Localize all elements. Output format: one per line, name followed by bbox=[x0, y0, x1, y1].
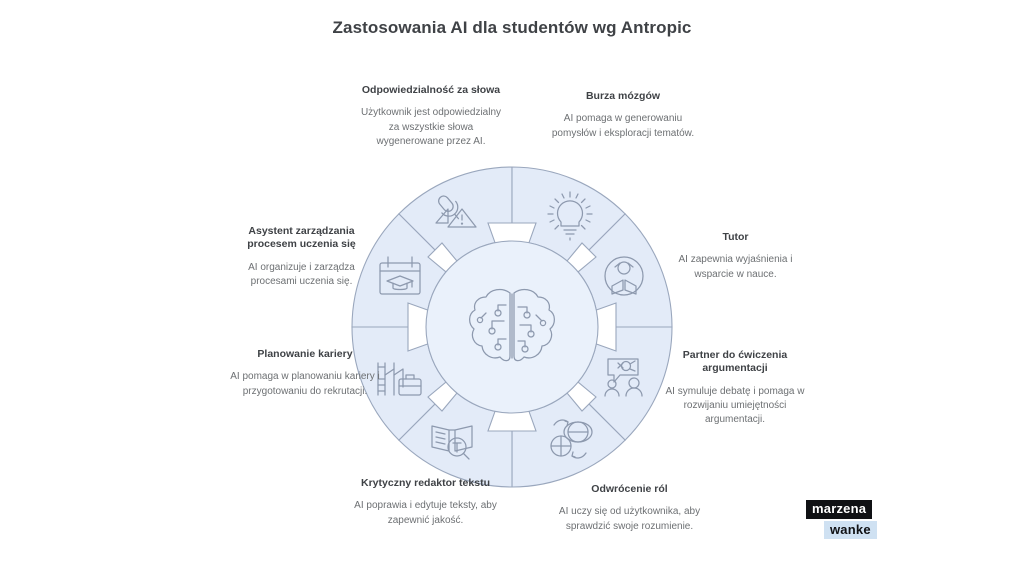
page-title: Zastosowania AI dla studentów wg Antropic bbox=[332, 18, 692, 37]
callout-description: AI symuluje debatę i pomaga w rozwijaniu umiejętności argumentacji. bbox=[665, 385, 805, 426]
callout-description: AI uczy się od użytkownika, aby sprawdzić swoje rozumienie. bbox=[558, 506, 701, 532]
callout-title: Burza mózgów bbox=[585, 90, 661, 102]
callout-role-reversal bbox=[552, 483, 707, 534]
callout-description: AI poprawia i edytuje teksty, aby zapewnić jakość. bbox=[354, 500, 497, 526]
callout-career bbox=[230, 348, 380, 399]
callout-title: Odpowiedzialność za słowa bbox=[361, 84, 501, 96]
logo-line-2: wanke bbox=[824, 521, 877, 540]
callout-title: Asystent zarządzania procesem uczenia się bbox=[247, 225, 356, 251]
callout-title: Planowanie kariery bbox=[257, 348, 353, 360]
callout-responsibility bbox=[356, 84, 506, 149]
callout-brainstorming bbox=[543, 90, 703, 141]
logo-line-1: marzena bbox=[806, 500, 872, 519]
brand-logo bbox=[806, 500, 884, 544]
callout-editor bbox=[348, 477, 503, 528]
callout-title: Tutor bbox=[722, 231, 749, 243]
callout-learning-manager bbox=[224, 225, 379, 289]
wheel-svg bbox=[348, 163, 676, 491]
callout-debate bbox=[660, 349, 810, 427]
callout-title: Krytyczny redaktor tekstu bbox=[361, 477, 490, 489]
callout-description: AI pomaga w planowaniu kariery i przygotowaniu do rekrutacji. bbox=[230, 371, 380, 397]
callout-description: AI organizuje i zarządza procesami uczenia się. bbox=[248, 261, 355, 288]
callout-title: Partner do ćwiczenia argumentacji bbox=[682, 349, 788, 375]
callout-title: Odwrócenie ról bbox=[591, 483, 668, 495]
callout-description: AI pomaga w generowaniu pomysłów i eksploracji tematów. bbox=[551, 113, 695, 139]
callout-description: AI zapewnia wyjaśnienia i wsparcie w nauce. bbox=[678, 254, 793, 280]
callout-description: Użytkownik jest odpowiedzialny za wszystkie słowa wygenerowane przez AI. bbox=[360, 107, 502, 147]
callout-tutor bbox=[658, 231, 813, 282]
wheel-diagram bbox=[348, 163, 676, 491]
